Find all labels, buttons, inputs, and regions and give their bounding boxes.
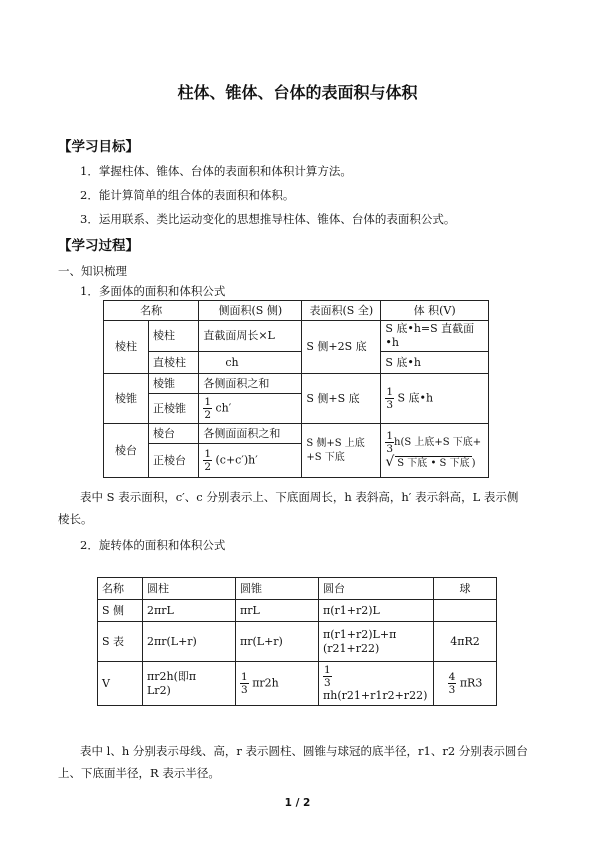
group-prism: 棱柱 [104, 321, 149, 374]
header-cone: 圆锥 [236, 578, 319, 600]
pyramid-volume: $\frac{1}{3}$ S 底•h [381, 374, 489, 424]
cylinder-lateral: 2πrL [143, 600, 236, 622]
table2-note-line-2: 上、下底面半径，R 表示半径。 [58, 766, 220, 780]
part-1-heading: 一、知识梳理 [58, 264, 127, 278]
table2-note-line-1: 表中 l、h 分别表示母线、高，r 表示圆柱、圆锥与球冠的底半径，r1、r2 分别表示圆台 [80, 744, 528, 758]
pyramid-total: S 侧+S 底 [302, 374, 381, 424]
row-label-volume: V [98, 662, 143, 706]
subsection-2-heading: 2．旋转体的面积和体积公式 [80, 538, 226, 552]
goal-item-2: 2．能计算简单的组合体的表面积和体积。 [80, 188, 295, 202]
row-name-frustum: 棱台 [149, 424, 199, 444]
header-sphere: 球 [434, 578, 497, 600]
table-row [98, 662, 497, 706]
frustum-lateral: 各侧面面积之和 [199, 424, 302, 444]
prism-lateral: 直截面周长×L [199, 321, 302, 352]
sqrt-icon: √ [385, 454, 395, 470]
page-number: 1 / 2 [284, 797, 311, 809]
fraction-one-half: $\frac{1}{2}$ [204, 396, 212, 421]
prism-total: S 侧+2S 底 [302, 321, 381, 374]
header-name: 名称 [98, 578, 143, 600]
table-header-row [104, 301, 489, 321]
page-title: 柱体、锥体、台体的表面积与体积 [177, 83, 418, 102]
table1-note-line-1: 表中 S 表示面积，c′、c 分别表示上、下底面周长，h 表斜高，h′ 表示斜高，L 表示侧 [80, 490, 519, 504]
row-name-pyramid: 棱锥 [149, 374, 199, 394]
row-name-regular-frustum: 正棱台 [149, 444, 199, 478]
table-row [104, 424, 489, 444]
table1-note-line-2: 棱长。 [58, 512, 93, 526]
frustum-volume: $\frac{1}{3}$ πh(r21+r1r2+r22) [319, 662, 434, 706]
prism-volume-2: S 底•h [381, 352, 489, 374]
frustum-total: π(r1+r2)L+π (r21+r22) [319, 622, 434, 662]
frustum-volume: $\frac{1}{3}$ h(S 上底+S 下底+ √ S 下底 • S 下底 ) [381, 424, 489, 478]
cylinder-volume: πr2h(即π Lr2) [143, 662, 236, 706]
table-row [104, 321, 489, 352]
table-header-row [98, 578, 497, 600]
row-name-prism: 棱柱 [149, 321, 199, 352]
header-cylinder: 圆柱 [143, 578, 236, 600]
header-frustum: 圆台 [319, 578, 434, 600]
sphere-total: 4πR2 [434, 622, 497, 662]
sphere-volume: $\frac{4}{3}$ πR3 [434, 662, 497, 706]
solid-of-revolution-table [97, 577, 497, 706]
fraction-one-third: $\frac{1}{3}$ [386, 430, 394, 455]
polyhedron-formula-table [103, 300, 489, 478]
row-name-regular-pyramid: 正棱锥 [149, 394, 199, 424]
group-frustum: 棱台 [104, 424, 149, 478]
table-row [98, 600, 497, 622]
row-label-total: S 表 [98, 622, 143, 662]
cone-total: πr(L+r) [236, 622, 319, 662]
row-name-right-prism: 直棱柱 [149, 352, 199, 374]
regular-pyramid-lateral: $\frac{1}{2}$ ch′ [199, 394, 302, 424]
table-row [104, 374, 489, 394]
header-name: 名称 [104, 301, 199, 321]
row-label-lateral: S 侧 [98, 600, 143, 622]
cone-lateral: πrL [236, 600, 319, 622]
goal-item-3: 3．运用联系、类比运动变化的思想推导柱体、锥体、台体的表面积公式。 [80, 212, 456, 226]
pyramid-lateral: 各侧面积之和 [199, 374, 302, 394]
process-heading: 【学习过程】 [58, 238, 139, 254]
cylinder-total: 2πr(L+r) [143, 622, 236, 662]
right-prism-lateral: ch [199, 352, 302, 374]
fraction-four-thirds: $\frac{4}{3}$ [448, 671, 456, 696]
frustum-total: S 侧+S 上底+S 下底 [302, 424, 381, 478]
fraction-one-third: $\frac{1}{3}$ [241, 671, 248, 696]
fraction-one-third: $\frac{1}{3}$ [386, 386, 394, 411]
frustum-lateral: π(r1+r2)L [319, 600, 434, 622]
subsection-1-heading: 1．多面体的面积和体积公式 [80, 284, 226, 298]
table-row [98, 622, 497, 662]
table-row [104, 352, 489, 374]
regular-frustum-lateral: $\frac{1}{2}$ (c+c′)h′ [199, 444, 302, 478]
fraction-one-third: $\frac{1}{3}$ [324, 664, 331, 689]
goals-heading: 【学习目标】 [58, 139, 139, 155]
goal-item-1: 1．掌握柱体、锥体、台体的表面积和体积计算方法。 [80, 164, 352, 178]
sphere-lateral [434, 600, 497, 622]
group-pyramid: 棱锥 [104, 374, 149, 424]
prism-volume-1: S 底•h=S 直截面•h [381, 321, 489, 352]
fraction-one-half: $\frac{1}{2}$ [204, 448, 212, 473]
cone-volume: $\frac{1}{3}$ πr2h [236, 662, 319, 706]
header-volume: 体 积(V) [381, 301, 489, 321]
header-lateral-area: 侧面积(S 侧) [199, 301, 302, 321]
header-total-area: 表面积(S 全) [302, 301, 381, 321]
